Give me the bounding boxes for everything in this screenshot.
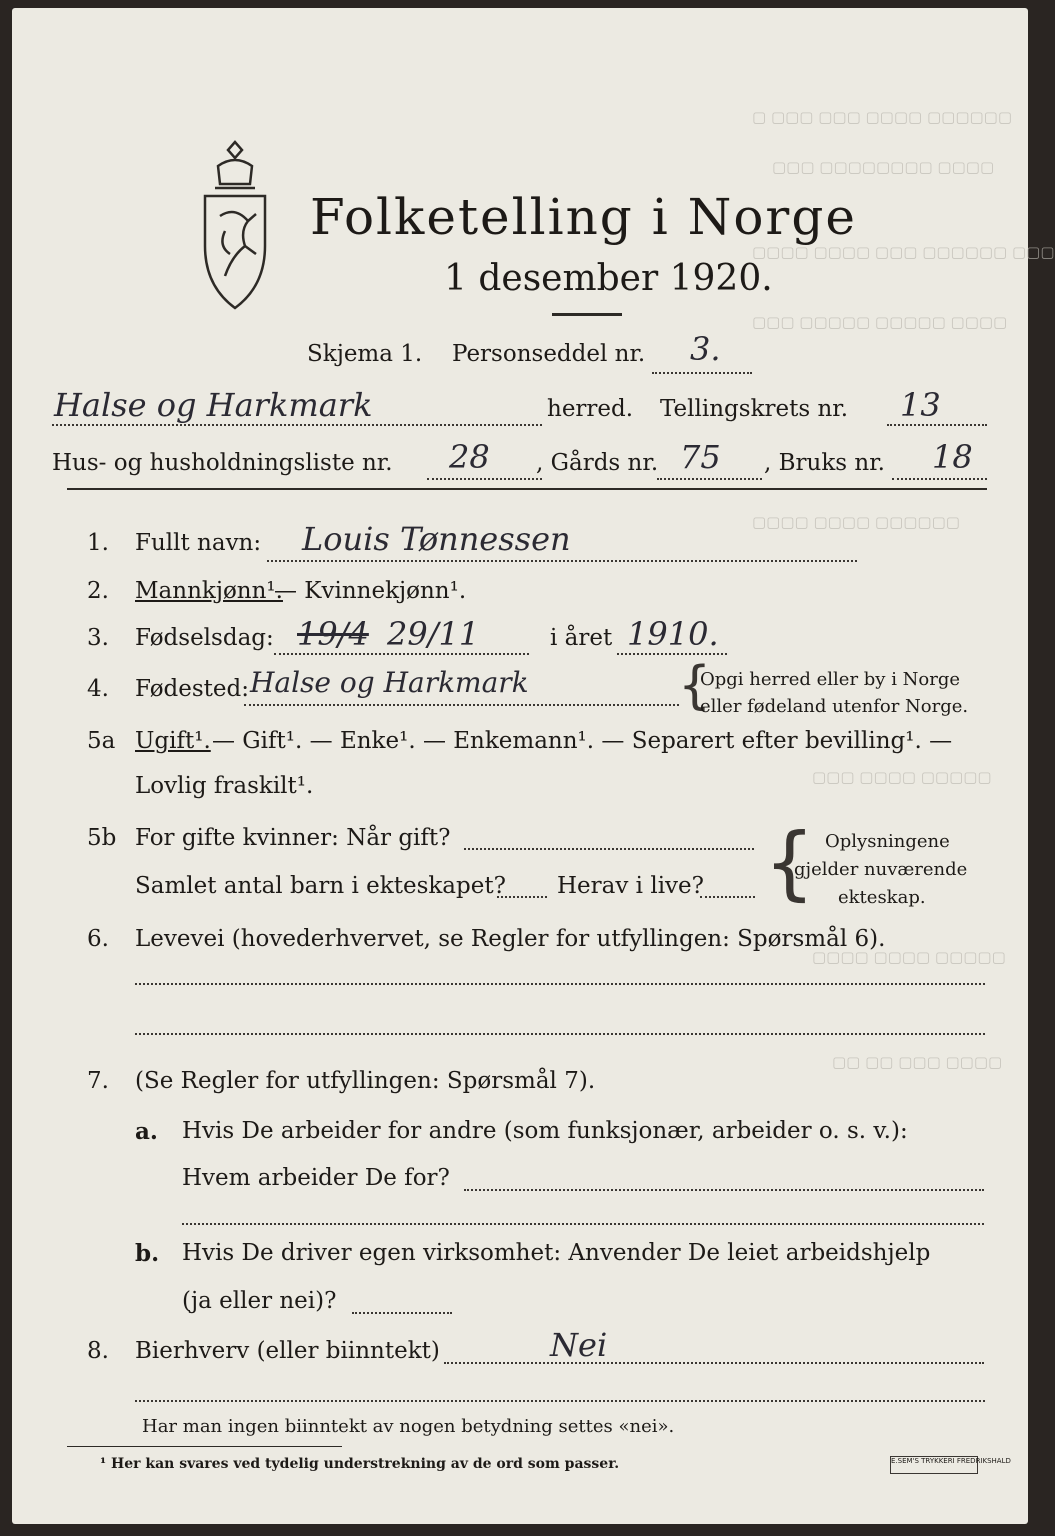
- occupation-label: Levevei (hovederhvervet, se Regler for utfyllingen: Spørsmål 6).: [135, 926, 886, 952]
- married-when-label: For gifte kvinner: Når gift?: [135, 825, 451, 851]
- children-alive-field-line: [700, 896, 755, 898]
- schema-label: Skjema 1.: [307, 341, 423, 367]
- gards-value[interactable]: 75: [680, 438, 721, 476]
- bleed-through: ▢▢▢▢ ▢▢▢▢ ▢▢▢▢▢▢: [752, 513, 960, 531]
- q7b-letter: b.: [135, 1240, 160, 1267]
- birthdate-struck-value: 19/4: [297, 615, 369, 653]
- census-form: [12, 8, 1055, 1524]
- bruks-value[interactable]: 18: [932, 438, 973, 476]
- gards-label: , Gårds nr.: [536, 450, 659, 476]
- coat-of-arms-icon: [190, 136, 280, 316]
- hus-field-line: [427, 478, 542, 480]
- divorced-option[interactable]: Lovlig fraskilt¹.: [135, 773, 314, 799]
- married-when-field-line: [464, 848, 754, 850]
- section-divider: [67, 488, 987, 490]
- bleed-through: ▢▢▢▢ ▢▢▢▢ ▢▢▢ ▢▢▢▢▢▢ ▢▢▢: [752, 243, 1055, 261]
- q2-number: 2.: [87, 578, 109, 604]
- side-income-field-line: [444, 1362, 984, 1364]
- q1-number: 1.: [87, 530, 109, 556]
- full-name-field-line: [267, 560, 857, 562]
- hus-value[interactable]: 28: [449, 438, 490, 476]
- herred-label: herred.: [547, 396, 634, 422]
- employer-label: Hvem arbeider De for?: [182, 1165, 450, 1191]
- personseddel-field-line: [652, 372, 752, 374]
- herred-field-line: [52, 424, 542, 426]
- side-income-field-line-2: [135, 1400, 985, 1402]
- brace-icon: {: [678, 656, 712, 716]
- marriage-note-line2: gjelder nuværende: [794, 859, 968, 880]
- bleed-through: ▢▢▢▢ ▢▢▢▢ ▢▢▢▢▢: [812, 948, 1006, 966]
- bleed-through: ▢▢▢ ▢▢▢▢▢▢▢▢ ▢▢▢▢: [772, 158, 995, 176]
- employer-field-line: [464, 1189, 984, 1191]
- occupation-field-line-2: [135, 1033, 985, 1035]
- marriage-note-line1: Oplysningene: [825, 831, 950, 852]
- marriage-note-line3: ekteskap.: [838, 887, 926, 908]
- side-income-label: Bierhverv (eller biinntekt): [135, 1338, 440, 1364]
- side-income-value[interactable]: Nei: [550, 1326, 608, 1364]
- bleed-through: ▢▢▢ ▢▢▢▢ ▢▢▢▢▢: [812, 768, 992, 786]
- unmarried-option[interactable]: Ugift¹.: [135, 728, 211, 754]
- tellingskrets-label: Tellingskrets nr.: [660, 396, 849, 422]
- gards-field-line: [657, 478, 762, 480]
- employer-field-line-2: [182, 1223, 984, 1225]
- birthplace-field-line: [244, 704, 679, 706]
- herred-value[interactable]: Halse og Harkmark: [54, 386, 373, 424]
- year-label: i året: [550, 625, 613, 651]
- q4-number: 4.: [87, 676, 109, 702]
- birthplace-note-line1: Opgi herred eller by i Norge: [700, 669, 961, 690]
- q7b-question: Hvis De driver egen virksomhet: Anvender De leiet arbeidshjelp: [182, 1240, 931, 1266]
- census-date: 1 desember 1920.: [444, 258, 773, 299]
- bruks-label: , Bruks nr.: [764, 450, 885, 476]
- female-option[interactable]: — Kvinnekjønn¹.: [274, 578, 467, 604]
- personseddel-value[interactable]: 3.: [690, 330, 721, 368]
- bruks-field-line: [892, 478, 987, 480]
- personseddel-label: Personseddel nr.: [452, 341, 646, 367]
- q4-label: Fødested:: [135, 676, 250, 702]
- tellingskrets-field-line: [887, 424, 987, 426]
- birthplace-note-line2: eller fødeland utenfor Norge.: [700, 696, 969, 717]
- hus-label: Hus- og husholdningsliste nr.: [52, 450, 393, 476]
- footnote: ¹ Her kan svares ved tydelig understrekning av de ord som passer.: [100, 1456, 620, 1472]
- tellingskrets-value[interactable]: 13: [900, 386, 941, 424]
- q7a-question: Hvis De arbeider for andre (som funksjonær, arbeider o. s. v.):: [182, 1118, 908, 1144]
- title-divider: [552, 313, 622, 316]
- side-income-note: Har man ingen biinntekt av nogen betydning settes «nei».: [142, 1416, 675, 1437]
- q8-number: 8.: [87, 1338, 109, 1364]
- printer-stamp: E.SEM'S TRYKKERI FREDRIKSHALD: [890, 1456, 978, 1474]
- bleed-through: ▢▢ ▢▢ ▢▢▢ ▢▢▢▢: [832, 1053, 1003, 1071]
- q3-label: Fødselsdag:: [135, 625, 274, 651]
- form-title: Folketelling i Norge: [310, 188, 857, 246]
- q3-number: 3.: [87, 625, 109, 651]
- q6-number: 6.: [87, 926, 109, 952]
- bleed-through: ▢▢▢ ▢▢▢▢▢ ▢▢▢▢▢ ▢▢▢▢: [752, 313, 1008, 331]
- male-option[interactable]: Mannkjønn¹.: [135, 578, 283, 604]
- q7-label: (Se Regler for utfyllingen: Spørsmål 7).: [135, 1068, 596, 1094]
- full-name-value[interactable]: Louis Tønnessen: [302, 520, 571, 558]
- footnote-divider: [67, 1446, 342, 1447]
- occupation-field-line: [135, 983, 985, 985]
- bleed-through: ▢ ▢▢▢ ▢▢▢ ▢▢▢▢ ▢▢▢▢▢▢: [752, 108, 1013, 126]
- q7a-letter: a.: [135, 1118, 158, 1145]
- birth-year-value[interactable]: 1910.: [627, 615, 719, 653]
- hired-help-field-line: [352, 1312, 452, 1314]
- brace-icon: {: [764, 816, 815, 909]
- children-count-label: Samlet antal barn i ekteskapet?: [135, 873, 506, 899]
- birthdate-field-line: [274, 653, 529, 655]
- q7-number: 7.: [87, 1068, 109, 1094]
- children-count-field-line: [497, 896, 547, 898]
- q5b-number: 5b: [87, 825, 117, 851]
- q5a-number: 5a: [87, 728, 116, 754]
- birthplace-value[interactable]: Halse og Harkmark: [250, 666, 529, 699]
- q1-label: Fullt navn:: [135, 530, 262, 556]
- marital-options[interactable]: — Gift¹. — Enke¹. — Enkemann¹. — Separert efter bevilling¹. —: [212, 728, 953, 754]
- birthdate-value[interactable]: 29/11: [387, 615, 480, 653]
- hired-help-label: (ja eller nei)?: [182, 1288, 337, 1314]
- children-alive-label: Herav i live?: [557, 873, 704, 899]
- birth-year-field-line: [617, 653, 727, 655]
